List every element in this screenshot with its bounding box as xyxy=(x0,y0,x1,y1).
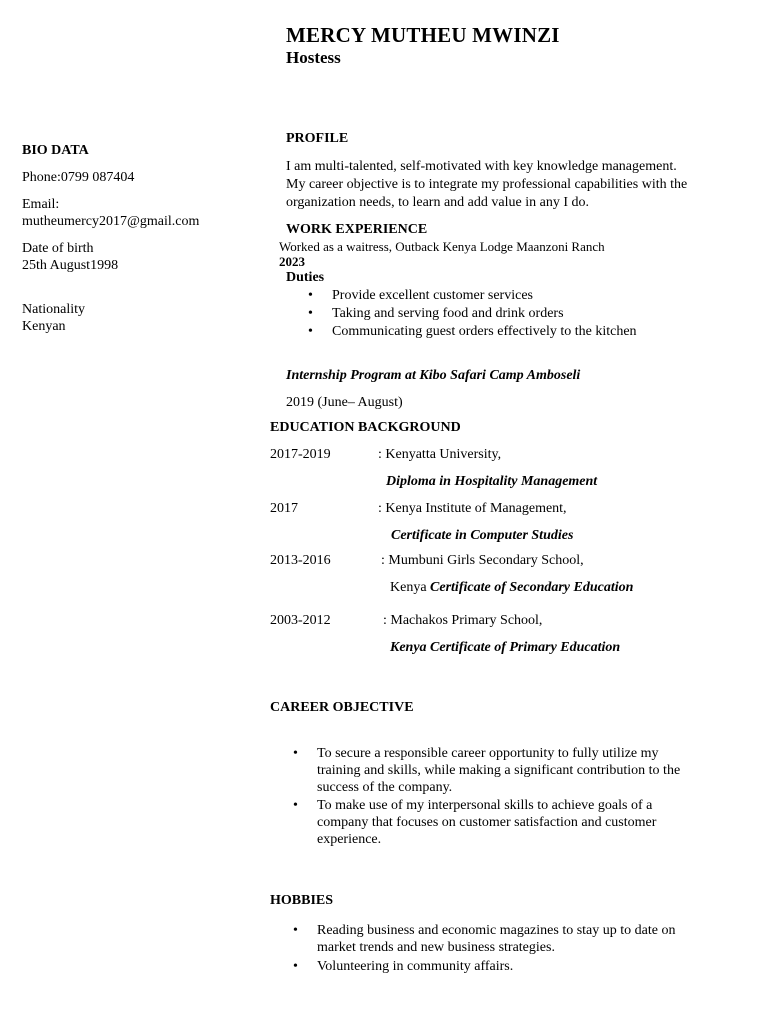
education-institution: : Mumbuni Girls Secondary School, xyxy=(381,553,584,568)
dob-text: 25th August1998 xyxy=(22,258,119,273)
dob-label: Date of birth xyxy=(22,241,94,256)
education-qualification: Kenya Certificate of Primary Education xyxy=(390,640,621,655)
bio-data-section xyxy=(22,142,262,335)
job-title: Hostess xyxy=(286,48,341,67)
list-item: • To secure a responsible career opportunity to fully utilize my training and skills, while making a significant contribution to the success of the company. xyxy=(293,746,681,795)
profile-line: organization needs, to learn and add value in any I do. xyxy=(286,195,589,210)
list-item: • To make use of my interpersonal skills to achieve goals of a company that focuses on customer satisfaction and customer experience. xyxy=(293,798,657,847)
profile-text xyxy=(286,158,756,212)
candidate-name: MERCY MUTHEU MWINZI xyxy=(286,23,560,47)
education-institution: : Kenyatta University, xyxy=(378,447,502,462)
duties-heading: Duties xyxy=(286,270,325,285)
job-year: 2023 xyxy=(279,254,305,269)
education-years: 2017-2019 xyxy=(270,447,331,462)
education-years: 2003-2012 xyxy=(270,613,331,628)
list-item: • Reading business and economic magazines to stay up to date on market trends and new business strategies. xyxy=(293,923,676,955)
bio-data-heading: BIO DATA xyxy=(22,143,89,158)
career-objective-heading: CAREER OBJECTIVE xyxy=(270,700,414,715)
list-item: • Taking and serving food and drink orders xyxy=(308,306,564,321)
list-item: • Provide excellent customer services xyxy=(308,288,533,303)
job-description: Worked as a waitress, Outback Kenya Lodge Maanzoni Ranch xyxy=(279,239,605,254)
profile-heading: PROFILE xyxy=(286,131,349,146)
internship-period: 2019 (June– August) xyxy=(286,395,403,410)
career-objective-list xyxy=(271,745,741,848)
list-item: • Communicating guest orders effectively to the kitchen xyxy=(308,324,637,339)
education-institution: : Kenya Institute of Management, xyxy=(378,501,567,516)
nationality-text: Kenyan xyxy=(22,319,66,334)
education-qualification: Kenya Certificate of Secondary Education xyxy=(390,580,634,595)
hobbies-heading: HOBBIES xyxy=(270,893,334,908)
education-institution: : Machakos Primary School, xyxy=(383,613,543,628)
email-label: Email: xyxy=(22,197,60,212)
work-experience-heading: WORK EXPERIENCE xyxy=(286,222,428,237)
education-years: 2013-2016 xyxy=(270,553,331,568)
email-text: mutheumercy2017@gmail.com xyxy=(22,214,200,229)
education-heading: EDUCATION BACKGROUND xyxy=(270,420,461,435)
internship-title: Internship Program at Kibo Safari Camp Amboseli xyxy=(286,368,581,383)
duties-list xyxy=(286,287,746,341)
profile-line: I am multi-talented, self-motivated with key knowledge management. xyxy=(286,159,677,174)
education-qualification: Diploma in Hospitality Management xyxy=(386,474,598,489)
education-qualification: Certificate in Computer Studies xyxy=(391,528,574,543)
profile-line: My career objective is to integrate my professional capabilities with the xyxy=(286,177,688,192)
hobbies-list xyxy=(271,922,741,975)
phone-text: Phone:0799 087404 xyxy=(22,170,135,185)
education-years: 2017 xyxy=(270,501,298,516)
nationality-label: Nationality xyxy=(22,302,85,317)
list-item: • Volunteering in community affairs. xyxy=(293,959,514,974)
